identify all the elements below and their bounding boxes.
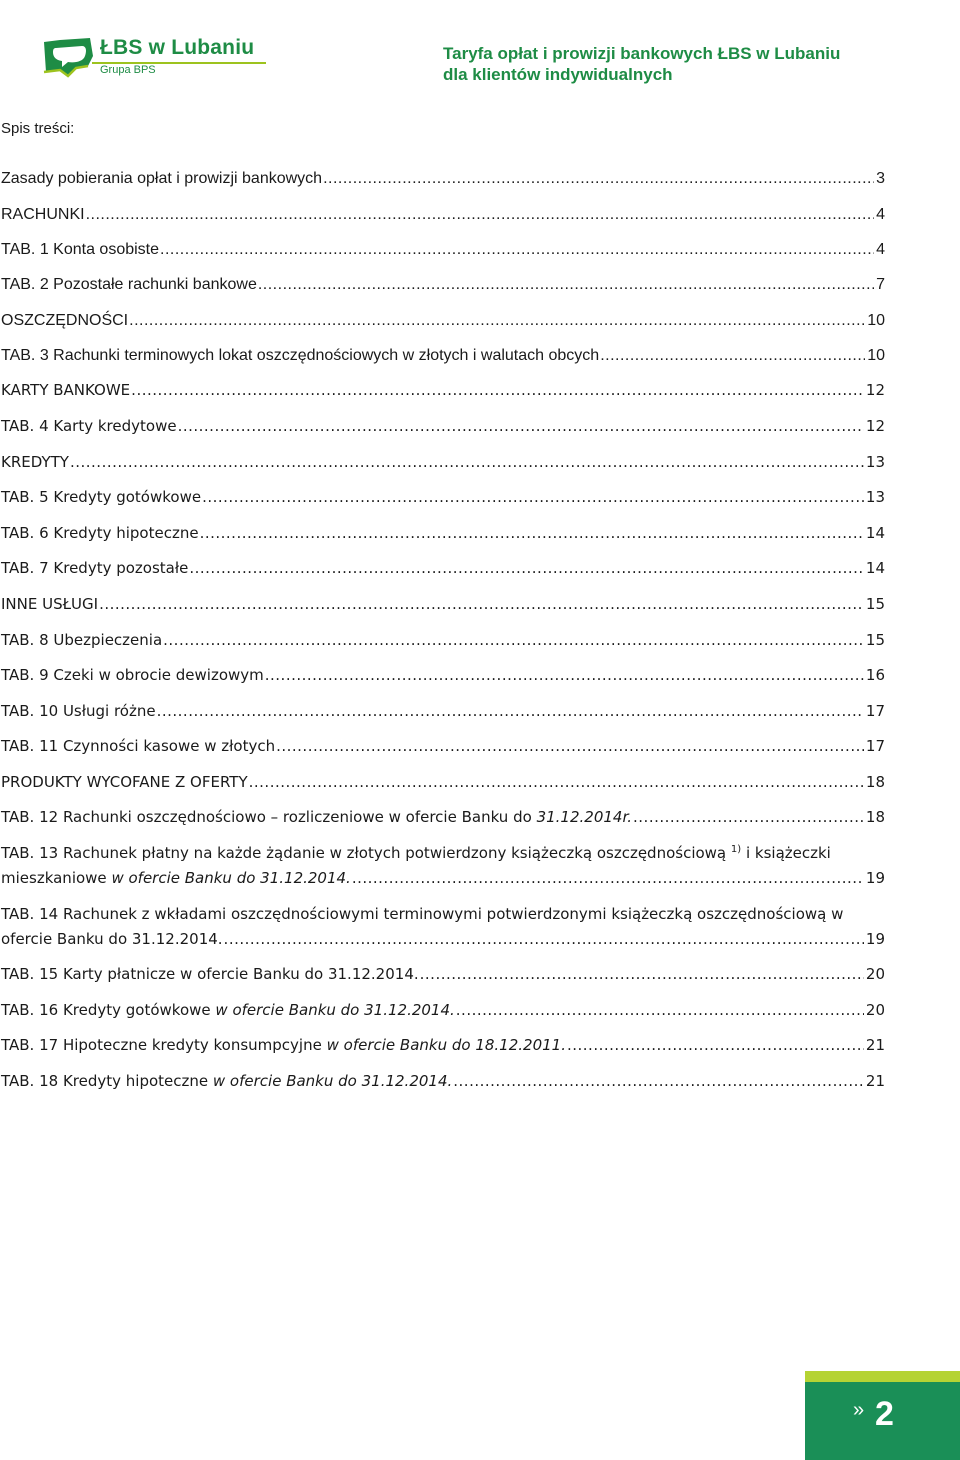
toc-entry[interactable] xyxy=(1,962,885,987)
toc-entry-page: 17 xyxy=(865,737,885,755)
toc-entry-title-line-1 xyxy=(1,841,885,866)
toc-entry[interactable] xyxy=(1,556,885,581)
toc-leader-dots xyxy=(567,1033,864,1058)
toc-entry-title: TAB. 2 Pozostałe rachunki bankowe xyxy=(1,276,257,293)
toc-entry-title-rest: i książeczki xyxy=(745,844,831,862)
logo-name: ŁBS w Lubaniu xyxy=(100,36,255,59)
toc-entry-title: KARTY BANKOWE xyxy=(1,381,131,399)
toc-leader-dots xyxy=(249,770,864,795)
toc-entry-title: TAB. 5 Kredyty gotówkowe xyxy=(1,488,202,506)
toc-entry-title-text: TAB. 17 Hipoteczne kredyty konsumpcyjne xyxy=(1,1036,322,1054)
toc-entry[interactable] xyxy=(1,628,885,653)
toc-entry-title: TAB. 7 Kredyty pozostałe xyxy=(1,559,189,577)
toc-entry-title-line-1: TAB. 14 Rachunek z wkładami oszczędnościowymi terminowymi potwierdzonymi książeczką oszczędnościową w xyxy=(1,905,844,923)
toc-entry-title xyxy=(1,998,455,1023)
toc-entry-title-italic: w ofercie Banku do 18.12.2011. xyxy=(326,1036,566,1054)
toc-entry-page: 19 xyxy=(865,869,885,887)
toc-leader-dots xyxy=(224,927,864,952)
toc-entry-title: Zasady pobierania opłat i prowizji bankowych xyxy=(1,170,323,187)
toc-entry-footnote-mark: 1) xyxy=(730,844,742,855)
toc-entry-page: 13 xyxy=(865,488,885,506)
toc-leader-dots xyxy=(157,699,864,724)
toc-entry-title: OSZCZĘDNOŚCI xyxy=(1,312,129,329)
toc-entry-page: 19 xyxy=(865,930,885,948)
toc-entry-page: 4 xyxy=(876,206,885,223)
toc-entry-page: 21 xyxy=(865,1036,885,1054)
toc-entry-title-text-2: mieszkaniowe xyxy=(1,869,107,887)
toc-entry-title-text: TAB. 12 Rachunki oszczędnościowo – rozliczeniowe w ofercie Banku do xyxy=(1,808,532,826)
toc-entry-title-text: TAB. 16 Kredyty gotówkowe xyxy=(1,1001,211,1019)
toc-entry-title: TAB. 15 Karty płatnicze w ofercie Banku do 31.12.2014. xyxy=(1,965,419,983)
document-title-line-2: dla klientów indywidualnych xyxy=(443,65,673,84)
page-number: 2 xyxy=(875,1395,894,1433)
toc-leader-dots xyxy=(129,308,865,333)
toc-entry-title: KREDYTY xyxy=(1,453,69,471)
toc-entry[interactable] xyxy=(1,485,885,510)
toc-entry[interactable] xyxy=(1,1033,885,1058)
toc-entry-page: 10 xyxy=(867,312,885,329)
toc-leader-dots xyxy=(352,866,864,891)
toc-leader-dots xyxy=(99,592,864,617)
bank-logo xyxy=(40,36,280,78)
toc-entry[interactable] xyxy=(1,202,885,227)
toc-entry[interactable] xyxy=(1,699,885,724)
toc-entry-title-italic: w ofercie Banku do 31.12.2014. xyxy=(111,869,351,887)
logo-divider xyxy=(92,62,266,64)
toc-entry-page: 12 xyxy=(865,381,885,399)
logo-subtitle: Grupa BPS xyxy=(100,64,156,76)
toc-entry-title xyxy=(1,1033,566,1058)
toc-leader-dots xyxy=(178,414,864,439)
toc-entry[interactable] xyxy=(1,308,885,333)
toc-entry-title: TAB. 1 Konta osobiste xyxy=(1,241,160,258)
toc-entry-page: 17 xyxy=(865,702,885,720)
toc-entry-title: TAB. 6 Kredyty hipoteczne xyxy=(1,524,199,542)
document-title xyxy=(443,43,943,85)
toc-leader-dots xyxy=(633,805,864,830)
toc-entry-title-line-2: ofercie Banku do 31.12.2014. xyxy=(1,930,223,948)
toc-leader-dots xyxy=(163,628,864,653)
toc-entry-title-line-2 xyxy=(1,866,351,891)
toc-entry-page: 18 xyxy=(865,808,885,826)
toc-entry-page: 12 xyxy=(865,417,885,435)
toc-leader-dots xyxy=(600,343,865,368)
toc-entry[interactable] xyxy=(1,592,885,617)
toc-entry-page: 13 xyxy=(865,453,885,471)
page-number-box xyxy=(805,1371,960,1460)
toc-entry[interactable] xyxy=(1,663,885,688)
toc-entry-title: PRODUKTY WYCOFANE Z OFERTY xyxy=(1,773,248,791)
toc-leader-dots xyxy=(86,202,875,227)
toc-entry[interactable] xyxy=(1,734,885,759)
toc-entry[interactable] xyxy=(1,343,885,368)
toc-leader-dots xyxy=(70,450,864,475)
toc-entry[interactable] xyxy=(1,770,885,795)
logo-map-icon xyxy=(40,36,96,78)
toc-entry-page: 18 xyxy=(865,773,885,791)
toc-entry-title: TAB. 4 Karty kredytowe xyxy=(1,417,177,435)
chevron-right-icon: » xyxy=(853,1399,865,1421)
toc-entry-title-text: TAB. 18 Kredyty hipoteczne xyxy=(1,1072,209,1090)
toc-entry[interactable] xyxy=(1,521,885,546)
toc-entry[interactable] xyxy=(1,414,885,439)
toc-entry-page: 20 xyxy=(865,1001,885,1019)
toc-entry-title-italic: 31.12.2014r. xyxy=(536,808,633,826)
toc-leader-dots xyxy=(456,998,864,1023)
toc-entry-title: TAB. 8 Ubezpieczenia xyxy=(1,631,163,649)
toc-entry-title: RACHUNKI xyxy=(1,206,85,223)
toc-leader-dots xyxy=(202,485,864,510)
toc-entry[interactable] xyxy=(1,998,885,1023)
toc-leader-dots xyxy=(323,166,874,191)
toc-entry-title-italic: w ofercie Banku do 31.12.2014. xyxy=(215,1001,455,1019)
toc-entry[interactable] xyxy=(1,450,885,475)
toc-entry-page: 16 xyxy=(865,666,885,684)
toc-leader-dots xyxy=(265,663,864,688)
toc-entry-title-text: TAB. 13 Rachunek płatny na każde żądanie w złotych potwierdzony książeczką oszczędnościową xyxy=(1,844,727,862)
toc-entry[interactable] xyxy=(1,166,885,191)
toc-entry-page: 15 xyxy=(865,631,885,649)
toc-entry-title: INNE USŁUGI xyxy=(1,595,99,613)
document-title-line-1: Taryfa opłat i prowizji bankowych ŁBS w Lubaniu xyxy=(443,44,841,63)
toc-entry-title: TAB. 9 Czeki w obrocie dewizowym xyxy=(1,666,264,684)
page-number-accent-bar xyxy=(805,1371,960,1382)
toc-entry[interactable] xyxy=(1,237,885,262)
toc-entry-title: TAB. 3 Rachunki terminowych lokat oszczędnościowych w złotych i walutach obcych xyxy=(1,347,600,364)
toc-entry-page: 15 xyxy=(865,595,885,613)
toc-entry-page: 4 xyxy=(876,241,885,258)
toc-entry-title xyxy=(1,805,632,830)
toc-entry[interactable] xyxy=(1,378,885,403)
toc-entry-page: 21 xyxy=(865,1072,885,1090)
toc-entry-page: 20 xyxy=(865,965,885,983)
toc-entry-title-italic: w ofercie Banku do 31.12.2014. xyxy=(212,1072,453,1090)
toc-leader-dots xyxy=(131,378,864,403)
toc-entry-title xyxy=(1,1069,452,1094)
toc-leader-dots xyxy=(200,521,864,546)
toc-entry-page: 14 xyxy=(865,524,885,542)
toc-entry-page: 7 xyxy=(876,276,885,293)
toc-entry[interactable] xyxy=(1,272,885,297)
toc-heading: Spis treści: xyxy=(1,120,75,137)
toc-entry-page: 14 xyxy=(865,559,885,577)
toc-leader-dots xyxy=(453,1069,864,1094)
toc-entry-page: 10 xyxy=(867,347,885,364)
toc-entry[interactable] xyxy=(1,805,885,830)
toc-leader-dots xyxy=(258,272,874,297)
toc-entry-page: 3 xyxy=(876,170,885,187)
toc-leader-dots xyxy=(189,556,864,581)
toc-leader-dots xyxy=(160,237,874,262)
toc-entry[interactable] xyxy=(1,1069,885,1094)
toc-entry-title: TAB. 11 Czynności kasowe w złotych xyxy=(1,737,276,755)
toc-entry-title: TAB. 10 Usługi różne xyxy=(1,702,156,720)
toc-leader-dots xyxy=(420,962,864,987)
toc-leader-dots xyxy=(276,734,864,759)
toc-entry[interactable] xyxy=(1,902,885,952)
toc-entry[interactable] xyxy=(1,841,885,891)
